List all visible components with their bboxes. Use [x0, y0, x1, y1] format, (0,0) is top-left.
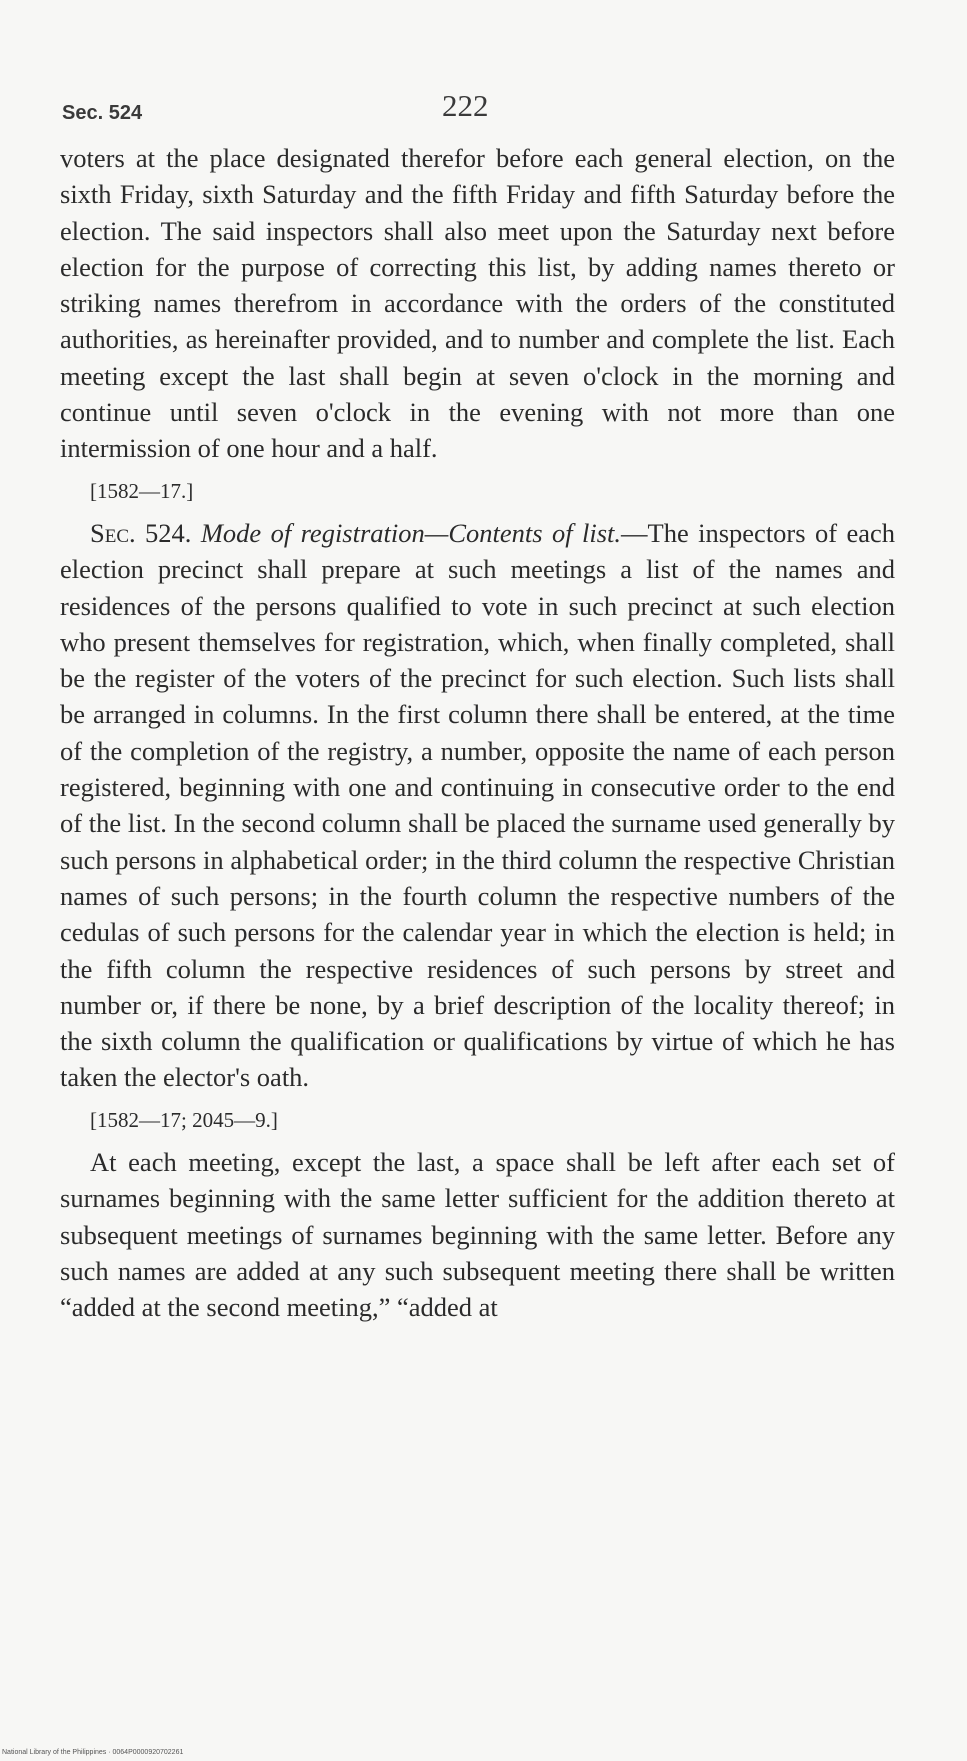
body-text: [60, 140, 895, 1326]
paragraph-continuation: voters at the place designated therefor before each general election, on the sixth Friday, sixth Saturday and the fifth Friday and fifth Saturday before the election. The said inspectors shall also meet upon the Saturday next before election for the purpose of correcting this list, by adding names thereto or striking names therefrom in accordance with the orders of the constituted authorities, as hereinafter provided, and to number and complete the list. Each meeting except the last shall begin at seven o'clock in the morning and continue until seven o'clock in the evening with not more than one intermission of one hour and a half.: [60, 143, 895, 464]
paragraph-meeting-space: At each meeting, except the last, a space shall be left after each set of surnames beginning with the same letter sufficient for the addition thereto at subsequent meetings of surnames beginning with the same letter. Before any such names are added at any such subsequent meeting there shall be written “added at the second meeting,” “added at: [60, 1147, 895, 1323]
section-prefix: Sec. 524.: [90, 517, 192, 548]
section-title: Mode of registration—Contents of list.: [200, 517, 622, 548]
citation-2: [1582—17; 2045—9.]: [90, 1107, 278, 1132]
section-body: —The inspectors of each election precinct shall prepare at such meetings a list of the names and residences of the persons qualified to vote in such precinct at such election who present themselves for registration, which, when finally completed, shall be the register of the voters of the precinct for such election. Such lists shall be arranged in columns. In the first column there shall be entered, at the time of the completion of the registry, a number, opposite the name of each person registered, beginning with one and continuing in consecutive order to the end of the list. In the second column shall be placed the surname used generally by such persons in alphabetical order; in the third column the respective Christian names of such persons; in the fourth column the respective numbers of the cedulas of such persons for the calendar year in which the election is held; in the fifth column the respective residences of such persons by street and number or, if there be none, by a brief description of the locality thereof; in the sixth column the qualification or qualifications by virtue of which he has taken the elector's oath.: [60, 517, 895, 1093]
citation-1: [1582—17.]: [90, 478, 194, 503]
section-label: Sec. 524: [62, 102, 143, 124]
page-header: [62, 88, 902, 128]
page-number: 222: [442, 88, 489, 123]
scan-footer: National Library of the Philippines · 0064P0000920702261: [2, 1749, 184, 1756]
section-524-paragraph: [60, 515, 895, 1096]
